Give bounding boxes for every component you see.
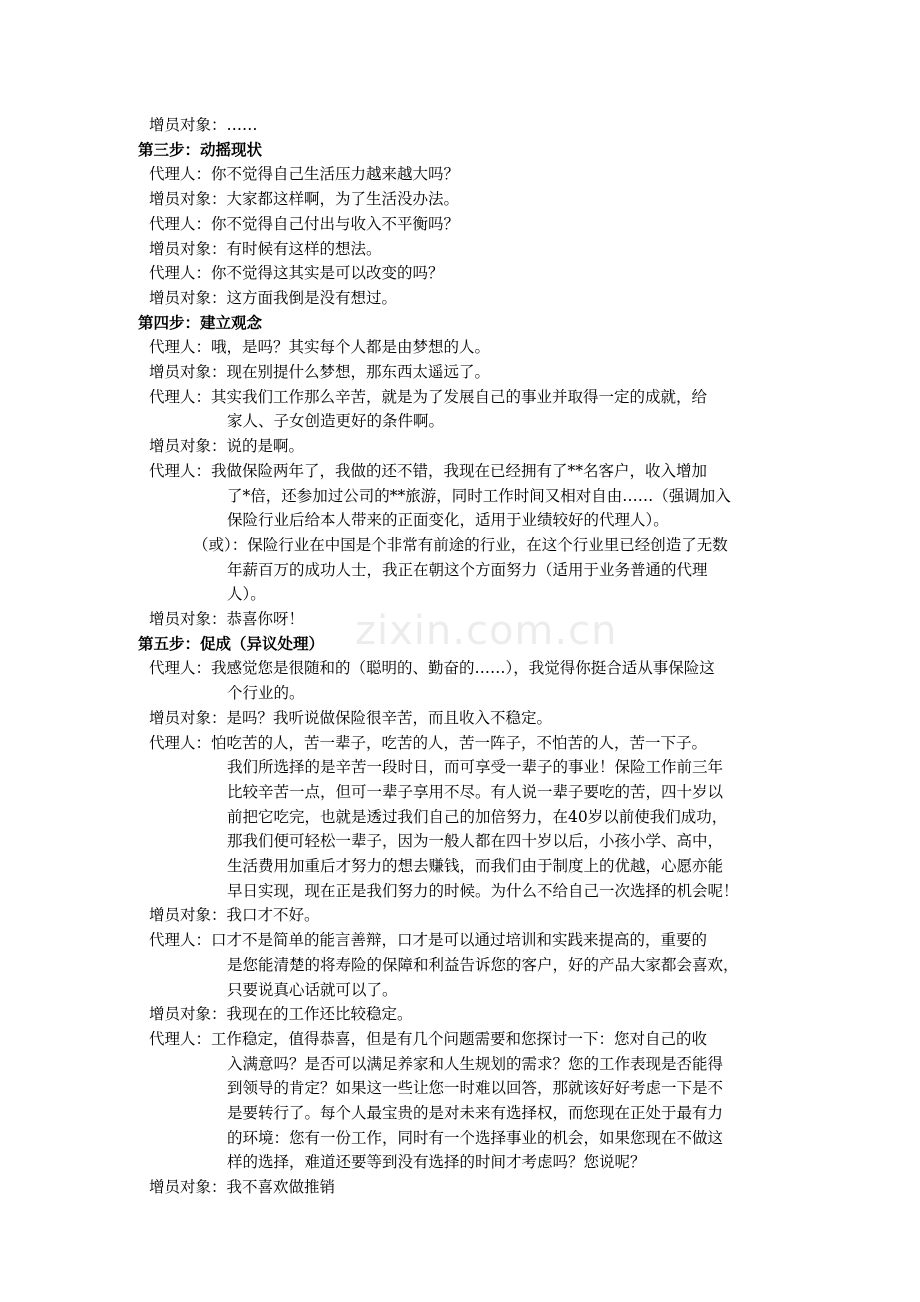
dialogue-line: 代理人：口才不是简单的能言善辩，口才是可以通过培训和实践来提高的，重要的 bbox=[149, 931, 708, 950]
dialogue-line: 早日实现，现在正是我们努力的时候。为什么不给自己一次选择的机会呢！ bbox=[227, 881, 739, 900]
section-heading: 第三步：动摇现状 bbox=[138, 140, 263, 159]
dialogue-line: 家人、子女创造更好的条件啊。 bbox=[227, 412, 445, 431]
dialogue-line: 增员对象：这方面我倒是没有想过。 bbox=[149, 288, 398, 307]
dialogue-line: 代理人：我感觉您是很随和的（聪明的、勤奋的……），我觉得你挺合适从事保险这 bbox=[149, 659, 715, 678]
dialogue-line: 入满意吗？是否可以满足养家和人生规划的需求？您的工作表现是否能得 bbox=[227, 1054, 724, 1073]
dialogue-line: 到领导的肯定？如果这一些让您一时难以回答，那就该好好考虑一下是不 bbox=[227, 1079, 724, 1098]
section-heading: 第四步：建立观念 bbox=[138, 313, 263, 332]
dialogue-line: 代理人：哦，是吗？其实每个人都是由梦想的人。 bbox=[149, 338, 491, 357]
dialogue-line: 只要说真心话就可以了。 bbox=[227, 980, 398, 999]
dialogue-line: 代理人：你不觉得这其实是可以改变的吗？ bbox=[149, 264, 444, 283]
dialogue-line: 增员对象：有时候有这样的想法。 bbox=[149, 239, 382, 258]
watermark: zixin.com.cn bbox=[355, 608, 618, 654]
dialogue-line: （或）：保险行业在中国是个非常有前途的行业，在这个行业里已经创造了无数 bbox=[193, 535, 728, 554]
dialogue-line: 增员对象：大家都这样啊，为了生活没办法。 bbox=[149, 190, 460, 209]
dialogue-line: 生活费用加重后才努力的想去赚钱，而我们由于制度上的优越，心愿亦能 bbox=[227, 857, 724, 875]
dialogue-line: 是您能清楚的将寿险的保障和利益告诉您的客户，好的产品大家都会喜欢， bbox=[227, 955, 739, 974]
dialogue-line: 是要转行了。每个人最宝贵的是对未来有选择权，而您现在正处于最有力 bbox=[227, 1104, 724, 1122]
dialogue-line: 增员对象：是吗？我听说做保险很辛苦，而且收入不稳定。 bbox=[149, 708, 553, 727]
dialogue-line: 增员对象：我不喜欢做推销 bbox=[149, 1178, 336, 1197]
dialogue-line: 代理人：你不觉得自己生活压力越来越大吗？ bbox=[149, 165, 460, 184]
dialogue-line: 增员对象：说的是啊。 bbox=[149, 437, 305, 456]
dialogue-line: 人）。 bbox=[227, 585, 266, 604]
dialogue-line: 代理人：其实我们工作那么辛苦，就是为了发展自己的事业并取得一定的成就，给 bbox=[149, 387, 708, 406]
dialogue-line: 保险行业后给本人带来的正面变化，适用于业绩较好的代理人）。 bbox=[227, 511, 669, 530]
dialogue-line: 个行业的。 bbox=[227, 684, 305, 703]
dialogue-line: 样的选择，难道还要等到没有选择的时间才考虑吗？您说呢？ bbox=[227, 1153, 646, 1172]
dialogue-line: 前把它吃完，也就是透过我们自己的加倍努力，在40岁以前使我们成功， bbox=[227, 807, 728, 826]
dialogue-line: 增员对象：现在别提什么梦想，那东西太遥远了。 bbox=[149, 363, 491, 381]
dialogue-line: 增员对象：我口才不好。 bbox=[149, 906, 320, 925]
dialogue-line: 的环境：您有一份工作，同时有一个选择事业的机会，如果您现在不做这 bbox=[227, 1128, 724, 1147]
dialogue-line: 代理人：我做保险两年了，我做的还不错，我现在已经拥有了**名客户，收入增加 bbox=[149, 461, 708, 480]
dialogue-line: 增员对象：…… bbox=[149, 116, 258, 134]
dialogue-line: 那我们便可轻松一辈子，因为一般人都在四十岁以后，小孩小学、高中， bbox=[227, 832, 724, 851]
dialogue-line: 了*倍，还参加过公司的**旅游，同时工作时间又相对自由……（强调加入 bbox=[227, 486, 731, 505]
dialogue-line: 年薪百万的成功人士，我正在朝这个方面努力（适用于业务普通的代理 bbox=[227, 560, 708, 579]
dialogue-line: 增员对象：我现在的工作还比较稳定。 bbox=[149, 1005, 413, 1024]
dialogue-line: 我们所选择的是辛苦一段时日，而可享受一辈子的事业！保险工作前三年 bbox=[227, 758, 724, 777]
dialogue-line: 代理人：你不觉得自己付出与收入不平衡吗？ bbox=[149, 214, 460, 233]
dialogue-line: 增员对象：恭喜你呀！ bbox=[149, 610, 305, 628]
dialogue-line: 代理人：工作稳定，值得恭喜，但是有几个问题需要和您探讨一下：您对自己的收 bbox=[149, 1029, 708, 1048]
dialogue-line: 代理人：怕吃苦的人，苦一辈子，吃苦的人，苦一阵子，不怕苦的人，苦一下子。 bbox=[149, 733, 708, 752]
section-heading: 第五步：促成（异议处理） bbox=[138, 634, 325, 653]
dialogue-line: 比较辛苦一点，但可一辈子享用不尽。有人说一辈子要吃的苦，四十岁以 bbox=[227, 782, 724, 801]
